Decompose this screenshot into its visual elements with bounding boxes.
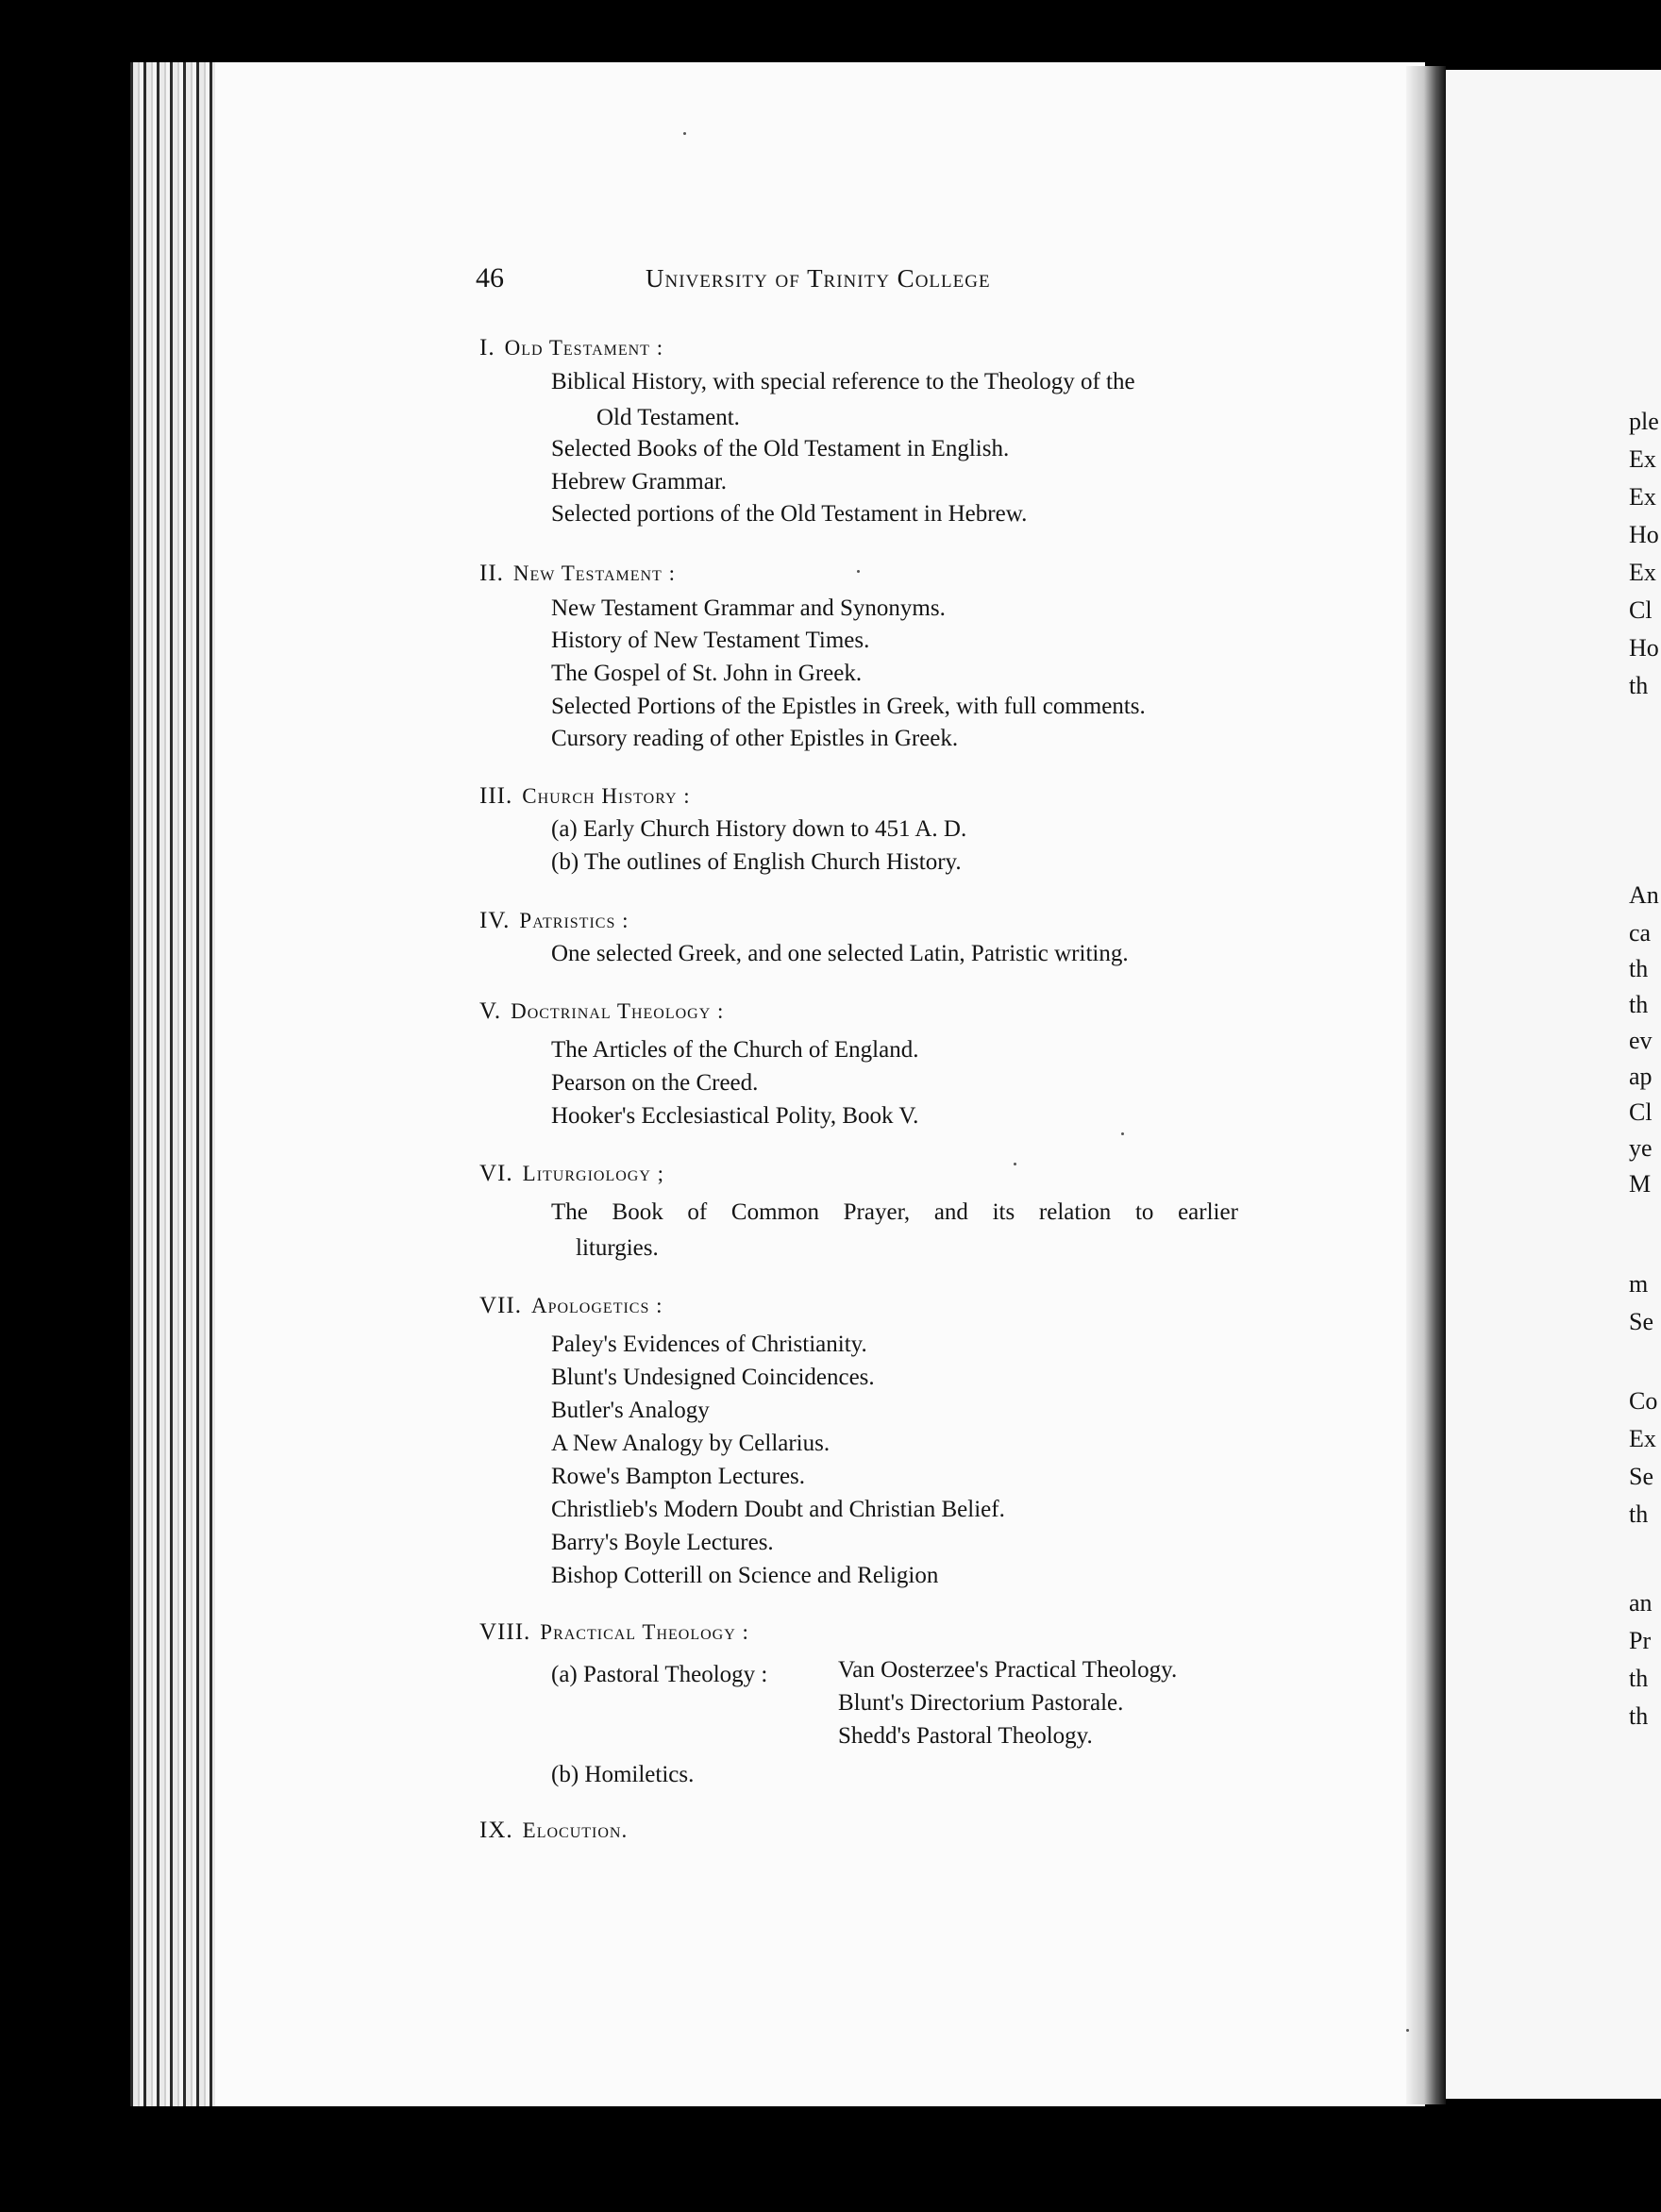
justified-word: Book [612, 1199, 663, 1225]
facing-fragment: th [1629, 672, 1649, 699]
justified-word: The [551, 1199, 588, 1225]
justified-word: Prayer, [843, 1199, 911, 1225]
facing-fragment: An [1629, 881, 1659, 909]
facing-fragment: th [1629, 1702, 1649, 1730]
facing-fragment: ca [1629, 919, 1652, 947]
facing-fragment: Se [1629, 1463, 1653, 1490]
scan-speck [1406, 2029, 1409, 2032]
list-item: Biblical History, with special reference to the Theology of the [551, 369, 1135, 394]
list-item [551, 1200, 1238, 1224]
section-heading: III. Church History : [479, 783, 691, 809]
list-item: Pearson on the Creed. [551, 1070, 759, 1096]
facing-fragment: Co [1629, 1387, 1658, 1415]
list-item: Hooker's Ecclesiastical Polity, Book V. [551, 1103, 919, 1129]
facing-fragment: Ex [1629, 445, 1656, 473]
section-heading: VI. Liturgiology ; [479, 1161, 665, 1186]
list-item: A New Analogy by Cellarius. [551, 1431, 830, 1456]
facing-fragment: Ho [1629, 634, 1659, 662]
section-heading: II. New Testament : [479, 561, 676, 586]
list-item: The Articles of the Church of England. [551, 1037, 919, 1063]
list-item: Blunt's Directorium Pastorale. [838, 1690, 1124, 1716]
justified-word: Common [730, 1199, 819, 1225]
list-item: Blunt's Undesigned Coincidences. [551, 1365, 875, 1390]
scan-speck [1014, 1163, 1016, 1165]
facing-fragment: Ex [1629, 1425, 1656, 1452]
scan-speck [857, 570, 860, 573]
facing-fragment: ev [1629, 1027, 1653, 1054]
facing-fragment: Se [1629, 1308, 1653, 1335]
scan-speck [1121, 1132, 1124, 1135]
facing-fragment: m [1629, 1270, 1649, 1298]
facing-fragment: ye [1629, 1134, 1653, 1162]
list-item: Hebrew Grammar. [551, 469, 728, 494]
pastoral-theology-label: (a) Pastoral Theology : [551, 1662, 768, 1687]
list-item: Shedd's Pastoral Theology. [838, 1723, 1093, 1749]
justified-word: earlier [1178, 1199, 1238, 1225]
list-item: History of New Testament Times. [551, 628, 870, 653]
page-edge-stack [130, 62, 215, 2106]
facing-fragment: th [1629, 1665, 1649, 1692]
justified-word: relation [1038, 1199, 1112, 1225]
section-heading: VIII. Practical Theology : [479, 1619, 749, 1645]
facing-fragment: Ex [1629, 483, 1656, 511]
facing-fragment: an [1629, 1589, 1653, 1617]
list-item: Butler's Analogy [551, 1398, 710, 1423]
list-item: New Testament Grammar and Synonyms. [551, 595, 946, 621]
list-item: Barry's Boyle Lectures. [551, 1530, 774, 1555]
running-title: University of Trinity College [646, 264, 991, 293]
justified-word: to [1134, 1199, 1154, 1225]
page-number: 46 [476, 262, 504, 293]
section-heading: I. Old Testament : [479, 335, 664, 360]
facing-fragment: Ho [1629, 521, 1659, 548]
facing-fragment: ap [1629, 1063, 1653, 1090]
scan-speck [683, 132, 686, 135]
list-item: liturgies. [576, 1235, 659, 1261]
list-item: Christlieb's Modern Doubt and Christian Belief. [551, 1497, 1005, 1522]
list-item: Selected Books of the Old Testament in English. [551, 436, 1010, 461]
facing-fragment: ple [1629, 408, 1659, 435]
facing-fragment: Cl [1629, 1098, 1653, 1126]
facing-fragment: th [1629, 1500, 1649, 1528]
facing-fragment: th [1629, 991, 1649, 1018]
list-item: One selected Greek, and one selected Latin, Patristic writing. [551, 941, 1129, 966]
list-item: Paley's Evidences of Christianity. [551, 1332, 867, 1357]
facing-fragment: Pr [1629, 1627, 1652, 1654]
list-item: The Gospel of St. John in Greek. [551, 661, 863, 686]
book-gutter [1406, 66, 1446, 2104]
list-item: Selected Portions of the Epistles in Greek, with full comments. [551, 694, 1146, 719]
justified-word: its [992, 1199, 1015, 1225]
facing-fragment: Cl [1629, 596, 1653, 624]
list-item: (b) The outlines of English Church History. [551, 849, 962, 875]
section-heading: VII. Apologetics : [479, 1293, 663, 1318]
section-heading: IX. Elocution. [479, 1818, 629, 1843]
list-item: Old Testament. [596, 405, 740, 430]
section-heading: V. Doctrinal Theology : [479, 998, 725, 1024]
facing-fragment: M [1629, 1170, 1652, 1198]
facing-fragment: th [1629, 955, 1649, 982]
list-item: Bishop Cotterill on Science and Religion [551, 1563, 939, 1588]
list-item: (a) Early Church History down to 451 A. D. [551, 816, 967, 842]
facing-fragment: Ex [1629, 559, 1656, 586]
page-header [0, 262, 1661, 310]
list-item: Rowe's Bampton Lectures. [551, 1464, 806, 1489]
list-item: Cursory reading of other Epistles in Greek. [551, 726, 959, 751]
justified-word: and [933, 1199, 968, 1225]
list-item: Selected portions of the Old Testament in Hebrew. [551, 501, 1028, 527]
homiletics-label: (b) Homiletics. [551, 1762, 695, 1787]
section-heading: IV. Patristics : [479, 908, 629, 933]
list-item: Van Oosterzee's Practical Theology. [838, 1657, 1178, 1683]
justified-word: of [687, 1199, 708, 1225]
